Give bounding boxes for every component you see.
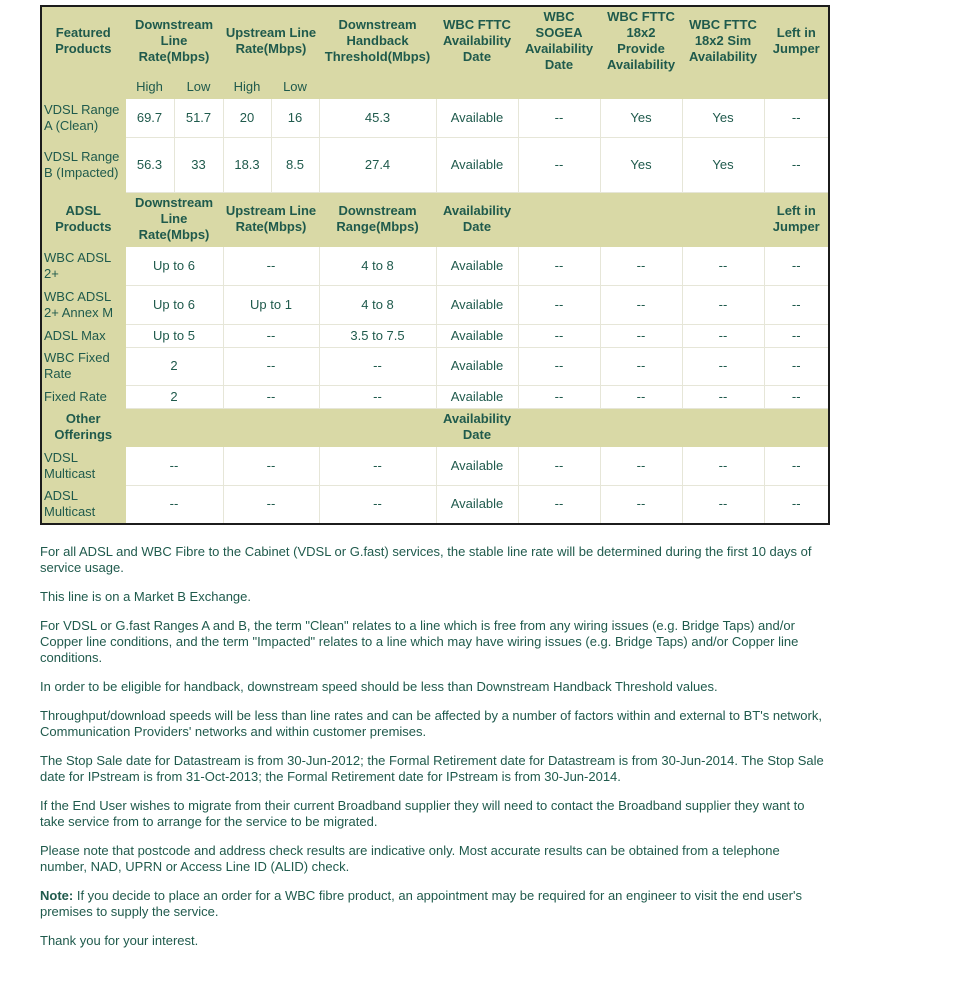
table-row: [41, 246, 829, 285]
cell-value: --: [764, 485, 829, 524]
us-value: --: [223, 347, 319, 385]
cell-value: --: [682, 246, 764, 285]
table-row: [41, 385, 829, 408]
cell-value: --: [518, 385, 600, 408]
ds-high-value: 69.7: [125, 98, 174, 137]
cell-value: --: [600, 385, 682, 408]
row-label: ADSL Multicast: [41, 485, 125, 524]
provide-availability-value: Yes: [600, 137, 682, 192]
range-value: 4 to 8: [319, 285, 436, 324]
us-low-value: 8.5: [271, 137, 319, 192]
col-downstream-line-rate: Downstream Line Rate(Mbps): [125, 192, 223, 246]
col-upstream-line-rate: Upstream Line Rate(Mbps): [223, 6, 319, 76]
adsl-products-heading: ADSL Products: [41, 192, 125, 246]
cell-value: --: [764, 347, 829, 385]
availability-value: Available: [436, 246, 518, 285]
note-indicative: Please note that postcode and address check results are indicative only. Most accurate results can be obtained from a telephone number, NAD, UPRN or Access Line ID (ALID) check.: [40, 843, 780, 874]
cell-value: --: [518, 246, 600, 285]
availability-notes: [40, 544, 830, 962]
cell-value: --: [600, 324, 682, 347]
us-high-value: 18.3: [223, 137, 271, 192]
col-wbc-sogea-availability: WBC SOGEA Availability Date: [518, 6, 600, 76]
col-wbc-fttc-availability: WBC FTTC Availability Date: [436, 6, 518, 76]
cell-value: --: [764, 446, 829, 485]
ds-low-value: 51.7: [174, 98, 223, 137]
cell-value: --: [764, 246, 829, 285]
us-value: Up to 1: [223, 285, 319, 324]
row-label: Fixed Rate: [41, 385, 125, 408]
note-appointment: [40, 888, 830, 920]
cell-value: --: [682, 485, 764, 524]
provide-availability-value: Yes: [600, 98, 682, 137]
cell-value: --: [600, 485, 682, 524]
note-throughput: Throughput/download speeds will be less than line rates and can be affected by a number of factors within and external to BT's network, Communication Providers' networks and within customer premises.: [40, 708, 822, 739]
cell-value: --: [518, 485, 600, 524]
note-market-exchange: This line is on a Market B Exchange.: [40, 589, 251, 604]
range-value: --: [319, 446, 436, 485]
cell-value: --: [682, 347, 764, 385]
note-handback: In order to be eligible for handback, downstream speed should be less than Downstream Handback Threshold values.: [40, 679, 718, 694]
fttc-availability-value: Available: [436, 98, 518, 137]
jumper-value: --: [764, 98, 829, 137]
us-value: --: [223, 246, 319, 285]
availability-value: Available: [436, 485, 518, 524]
note-stop-sale: The Stop Sale date for Datastream is from 30-Jun-2012; the Formal Retirement date for Datastream is from 30-Jun-2014. The Stop Sale date for IPstream is from 31-Oct-2013; the Formal Retirement date for IPstream is from 30-Jun-2014.: [40, 753, 824, 784]
table-row: [41, 98, 829, 137]
row-label: WBC Fixed Rate: [41, 347, 125, 385]
range-value: --: [319, 347, 436, 385]
other-offerings-header-row: [41, 408, 829, 446]
cell-value: --: [600, 285, 682, 324]
cell-value: --: [600, 347, 682, 385]
col-downstream-handback: Downstream Handback Threshold(Mbps): [319, 6, 436, 76]
cell-value: --: [600, 446, 682, 485]
row-label: ADSL Max: [41, 324, 125, 347]
ds-value: Up to 5: [125, 324, 223, 347]
note-label: Note:: [40, 888, 74, 903]
row-label: VDSL Multicast: [41, 446, 125, 485]
col-left-in-jumper: Left in Jumper: [764, 192, 829, 246]
col-left-in-jumper: Left in Jumper: [764, 6, 829, 76]
us-low-value: 16: [271, 98, 319, 137]
jumper-value: --: [764, 137, 829, 192]
range-value: --: [319, 385, 436, 408]
us-value: --: [223, 446, 319, 485]
us-high-value: 20: [223, 98, 271, 137]
cell-value: --: [518, 285, 600, 324]
cell-value: --: [600, 246, 682, 285]
note-stable-line-rate: For all ADSL and WBC Fibre to the Cabinet (VDSL or G.fast) services, the stable line rate will be determined during the first 10 days of service usage.: [40, 544, 812, 575]
col-fttc-18x2-provide: WBC FTTC 18x2 Provide Availability: [600, 6, 682, 76]
note-migration: If the End User wishes to migrate from their current Broadband supplier they will need to contact the Broadband supplier they want to take service from to arrange for the service to be migrated.: [40, 798, 805, 829]
sub-ds-low: Low: [174, 76, 223, 98]
cell-value: --: [682, 385, 764, 408]
col-availability-date: Availability Date: [436, 408, 518, 446]
adsl-header-row: [41, 192, 829, 246]
cell-value: --: [682, 446, 764, 485]
range-value: --: [319, 485, 436, 524]
col-fttc-18x2-sim: WBC FTTC 18x2 Sim Availability: [682, 6, 764, 76]
row-label: VDSL Range B (Impacted): [41, 137, 125, 192]
sogea-availability-value: --: [518, 98, 600, 137]
row-label: WBC ADSL 2+: [41, 246, 125, 285]
note-clean-impacted: For VDSL or G.fast Ranges A and B, the term "Clean" relates to a line which is free from any wiring issues (e.g. Bridge Taps) and/or Copper line conditions, and the term "Impacted" relates to a line which may have wiring issues (e.g. Bridge Taps) and/or Copper line conditions.: [40, 618, 799, 665]
ds-value: 2: [125, 385, 223, 408]
sim-availability-value: Yes: [682, 137, 764, 192]
cell-value: --: [518, 324, 600, 347]
sim-availability-value: Yes: [682, 98, 764, 137]
featured-subheader-row: [41, 76, 829, 98]
us-value: --: [223, 485, 319, 524]
broadband-availability-panel: [40, 5, 828, 525]
table-row: [41, 285, 829, 324]
table-row: [41, 347, 829, 385]
sub-ds-high: High: [125, 76, 174, 98]
ds-value: Up to 6: [125, 285, 223, 324]
col-downstream-line-rate: Downstream Line Rate(Mbps): [125, 6, 223, 76]
cell-value: --: [764, 324, 829, 347]
us-value: --: [223, 324, 319, 347]
featured-products-heading: Featured Products: [41, 6, 125, 76]
availability-value: Available: [436, 285, 518, 324]
ds-low-value: 33: [174, 137, 223, 192]
ds-high-value: 56.3: [125, 137, 174, 192]
sub-us-high: High: [223, 76, 271, 98]
cell-value: --: [682, 324, 764, 347]
sub-us-low: Low: [271, 76, 319, 98]
note-appointment-text: If you decide to place an order for a WBC fibre product, an appointment may be required for an engineer to visit the end user's premises to supply the service.: [40, 888, 802, 919]
handback-value: 45.3: [319, 98, 436, 137]
other-offerings-heading: Other Offerings: [41, 408, 125, 446]
availability-value: Available: [436, 324, 518, 347]
handback-value: 27.4: [319, 137, 436, 192]
cell-value: --: [764, 385, 829, 408]
sogea-availability-value: --: [518, 137, 600, 192]
ds-value: Up to 6: [125, 246, 223, 285]
col-availability-date: Availability Date: [436, 192, 518, 246]
ds-value: --: [125, 485, 223, 524]
range-value: 4 to 8: [319, 246, 436, 285]
availability-value: Available: [436, 446, 518, 485]
featured-header-row: [41, 6, 829, 76]
table-row: [41, 137, 829, 192]
fttc-availability-value: Available: [436, 137, 518, 192]
range-value: 3.5 to 7.5: [319, 324, 436, 347]
ds-value: --: [125, 446, 223, 485]
row-label: WBC ADSL 2+ Annex M: [41, 285, 125, 324]
cell-value: --: [518, 347, 600, 385]
cell-value: --: [764, 285, 829, 324]
ds-value: 2: [125, 347, 223, 385]
col-downstream-range: Downstream Range(Mbps): [319, 192, 436, 246]
availability-value: Available: [436, 347, 518, 385]
cell-value: --: [682, 285, 764, 324]
availability-table: [40, 5, 830, 525]
table-row: [41, 324, 829, 347]
col-upstream-line-rate: Upstream Line Rate(Mbps): [223, 192, 319, 246]
availability-value: Available: [436, 385, 518, 408]
us-value: --: [223, 385, 319, 408]
note-thank-you: Thank you for your interest.: [40, 933, 199, 948]
table-row: [41, 485, 829, 524]
table-row: [41, 446, 829, 485]
cell-value: --: [518, 446, 600, 485]
row-label: VDSL Range A (Clean): [41, 98, 125, 137]
